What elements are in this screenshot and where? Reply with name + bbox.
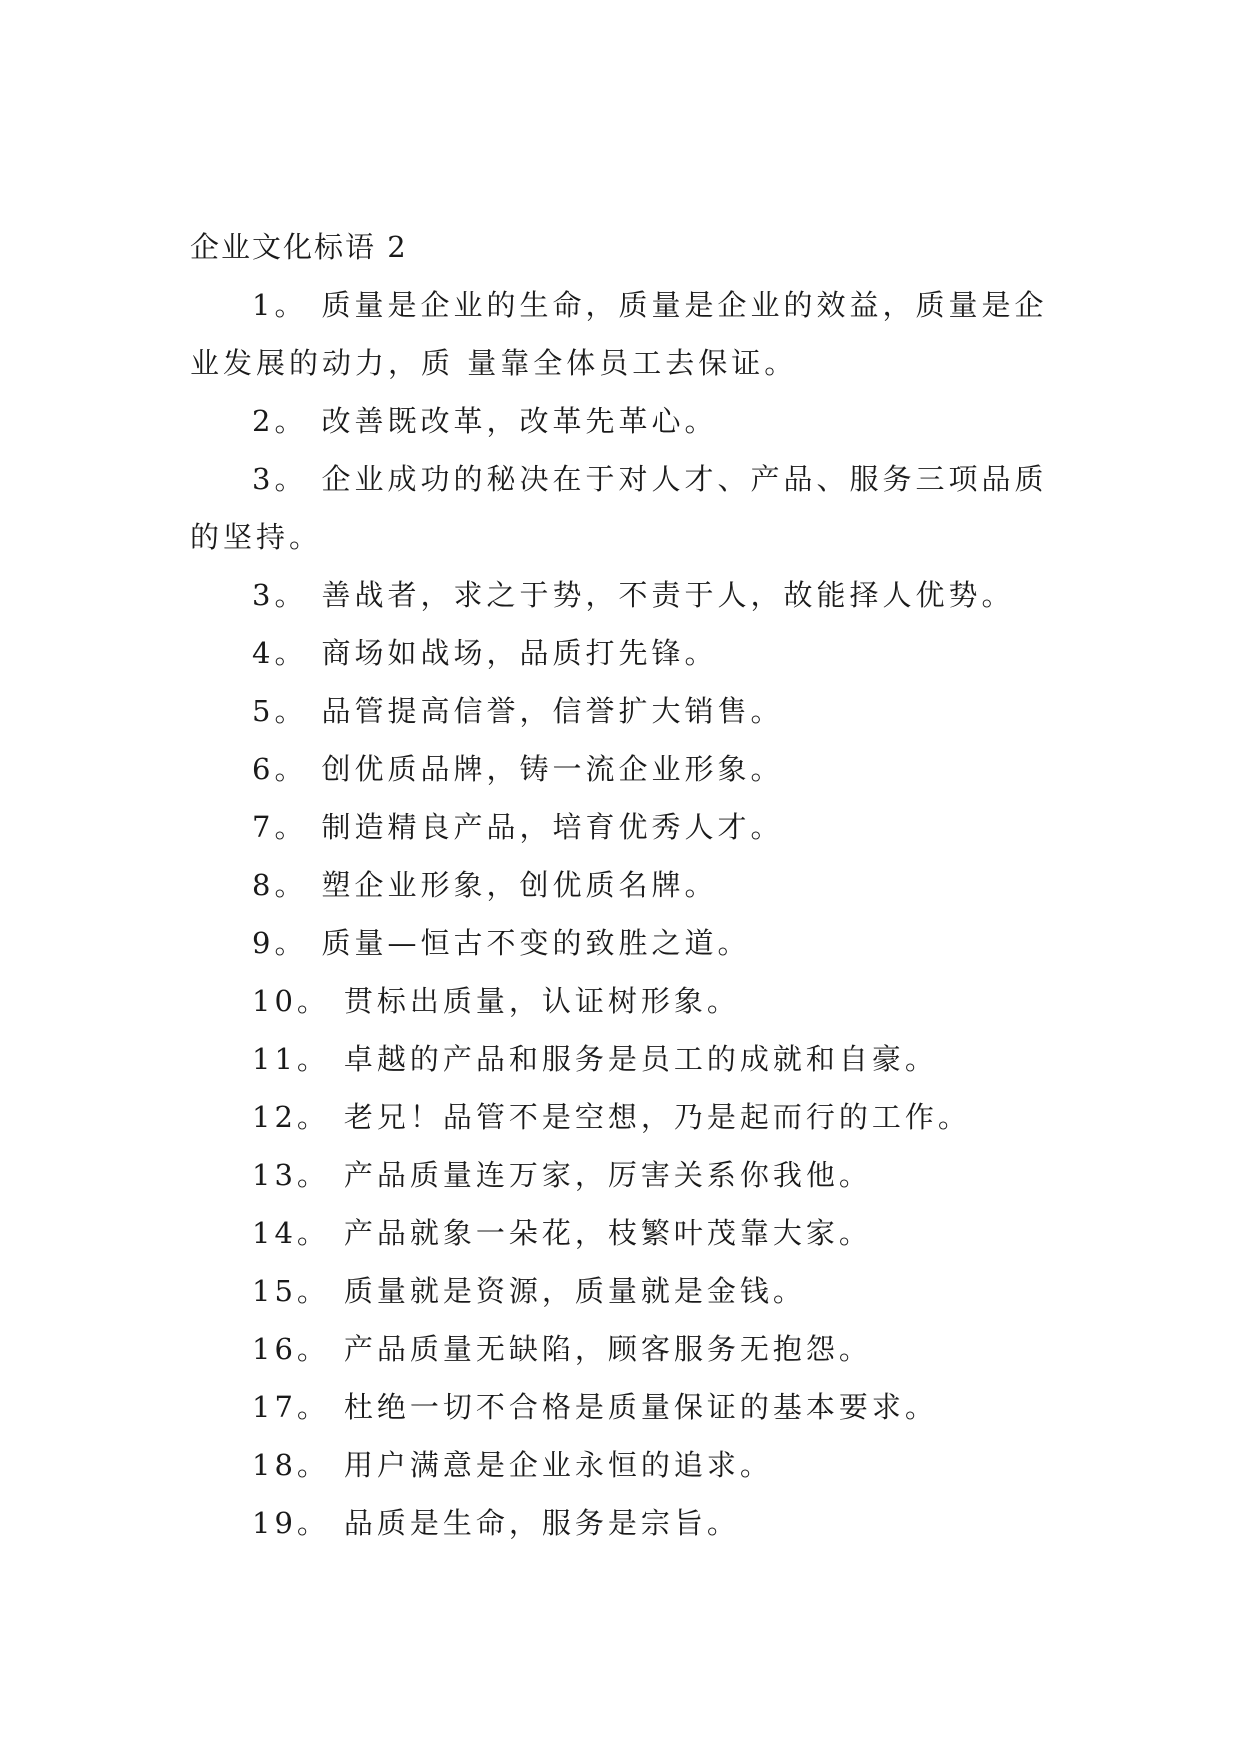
slogan-text: 商场如战场，品质打先锋。 bbox=[321, 636, 718, 670]
slogan-text: 塑企业形象，创优质名牌。 bbox=[321, 868, 718, 902]
slogan-number: 8。 bbox=[252, 868, 308, 902]
slogan-number: 6。 bbox=[252, 752, 308, 786]
slogan-number: 9。 bbox=[252, 926, 308, 960]
slogan-item bbox=[190, 798, 1050, 856]
slogan-number: 14。 bbox=[252, 1216, 330, 1250]
slogan-number: 18。 bbox=[252, 1448, 330, 1482]
slogan-text: 企业成功的秘决在于对人才、产品、服务三项品质的坚持。 bbox=[190, 462, 1048, 554]
slogan-text: 杜绝一切不合格是质量保证的基本要求。 bbox=[343, 1390, 938, 1424]
slogan-text: 用户满意是企业永恒的追求。 bbox=[343, 1448, 773, 1482]
slogan-number: 15。 bbox=[252, 1274, 330, 1308]
slogan-number: 19。 bbox=[252, 1506, 330, 1540]
slogan-text: 品管提高信誉，信誉扩大销售。 bbox=[321, 694, 784, 728]
slogan-item bbox=[190, 914, 1050, 972]
slogan-number: 17。 bbox=[252, 1390, 330, 1424]
document-title: 企业文化标语 2 bbox=[190, 230, 408, 264]
slogan-item bbox=[190, 566, 1050, 624]
slogan-item bbox=[190, 972, 1050, 1030]
slogan-text: 质量是企业的生命，质量是企业的效益，质量是企业发展的动力，质 量靠全体员工去保证。 bbox=[190, 288, 1048, 380]
slogan-number: 7。 bbox=[252, 810, 308, 844]
slogan-item bbox=[190, 1378, 1050, 1436]
slogan-item bbox=[190, 682, 1050, 740]
slogan-item bbox=[190, 1436, 1050, 1494]
slogan-text: 善战者，求之于势，不责于人，故能择人优势。 bbox=[321, 578, 1015, 612]
slogan-number: 3。 bbox=[252, 578, 308, 612]
slogan-number: 4。 bbox=[252, 636, 308, 670]
slogan-number: 1。 bbox=[252, 288, 308, 322]
slogan-item bbox=[190, 1146, 1050, 1204]
slogan-item bbox=[190, 856, 1050, 914]
slogan-number: 3。 bbox=[252, 462, 308, 496]
slogan-item bbox=[190, 1494, 1050, 1552]
slogan-item bbox=[190, 740, 1050, 798]
slogan-number: 10。 bbox=[252, 984, 330, 1018]
slogan-text: 产品质量连万家，厉害关系你我他。 bbox=[343, 1158, 872, 1192]
slogan-text: 质量—恒古不变的致胜之道。 bbox=[321, 926, 751, 960]
slogan-text: 贯标出质量，认证树形象。 bbox=[343, 984, 740, 1018]
slogan-item bbox=[190, 1030, 1050, 1088]
slogan-number: 5。 bbox=[252, 694, 308, 728]
slogan-text: 老兄！品管不是空想，乃是起而行的工作。 bbox=[343, 1100, 971, 1134]
document-page bbox=[190, 218, 1050, 1552]
slogan-number: 12。 bbox=[252, 1100, 330, 1134]
slogan-item bbox=[190, 1204, 1050, 1262]
slogan-text: 制造精良产品，培育优秀人才。 bbox=[321, 810, 784, 844]
slogan-item bbox=[190, 624, 1050, 682]
slogan-number: 13。 bbox=[252, 1158, 330, 1192]
slogan-item bbox=[190, 1088, 1050, 1146]
slogan-text: 品质是生命，服务是宗旨。 bbox=[343, 1506, 740, 1540]
slogan-item bbox=[190, 276, 1050, 392]
slogan-item bbox=[190, 392, 1050, 450]
slogan-item bbox=[190, 1320, 1050, 1378]
slogan-item bbox=[190, 1262, 1050, 1320]
slogan-number: 16。 bbox=[252, 1332, 330, 1366]
slogan-item bbox=[190, 450, 1050, 566]
slogan-number: 2。 bbox=[252, 404, 308, 438]
slogan-number: 11。 bbox=[252, 1042, 330, 1076]
slogan-text: 产品就象一朵花，枝繁叶茂靠大家。 bbox=[343, 1216, 872, 1250]
slogan-text: 产品质量无缺陷，顾客服务无抱怨。 bbox=[343, 1332, 872, 1366]
slogan-text: 创优质品牌，铸一流企业形象。 bbox=[321, 752, 784, 786]
slogan-text: 改善既改革，改革先革心。 bbox=[321, 404, 718, 438]
slogan-text: 卓越的产品和服务是员工的成就和自豪。 bbox=[343, 1042, 938, 1076]
slogan-text: 质量就是资源，质量就是金钱。 bbox=[343, 1274, 806, 1308]
